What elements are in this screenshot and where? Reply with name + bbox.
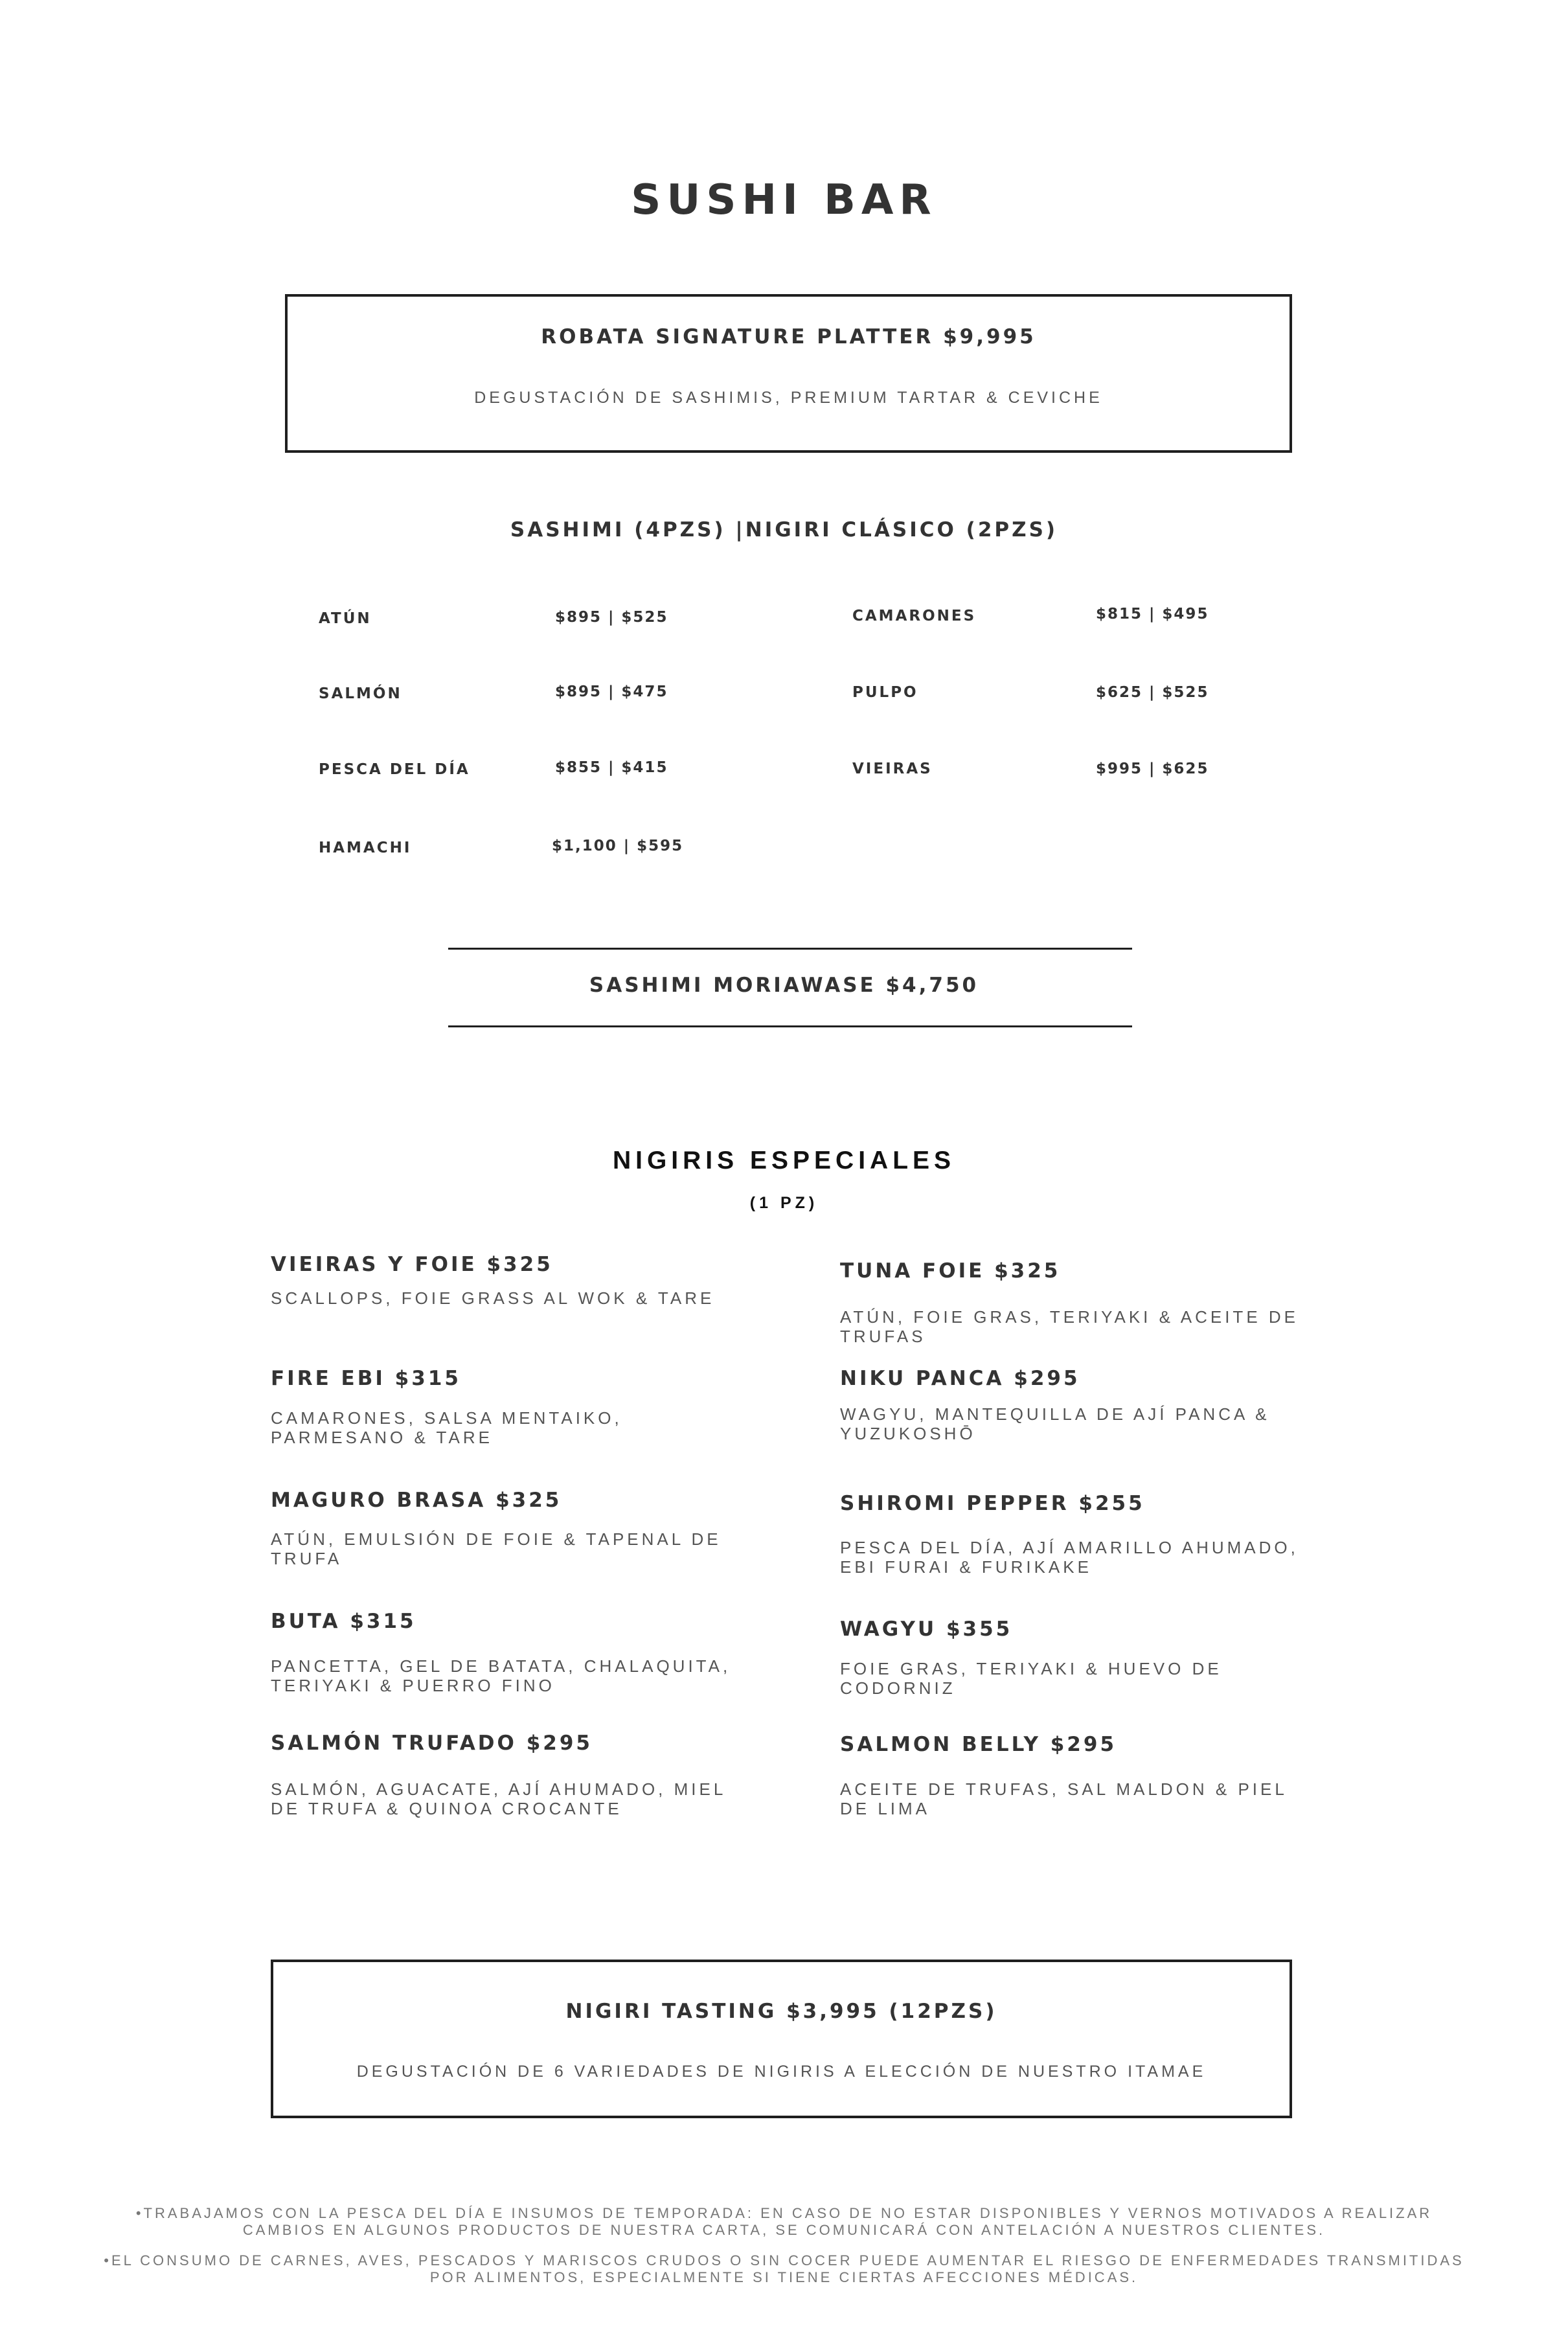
nigiri-item-desc: FOIE GRAS, TERIYAKI & HUEVO DE CODORNIZ [840, 1659, 1222, 1698]
footnote-line: CAMBIOS EN ALGUNOS PRODUCTOS DE NUESTRA CARTA, SE COMUNICARÁ CON ANTELACIÓN A NUESTROS CLIENTES. [242, 2222, 1326, 2238]
sashimi-item-name: PESCA DEL DÍA [319, 761, 470, 778]
nigiri-item-name: NIKU PANCA $295 [840, 1367, 1080, 1390]
nigiri-item-name: SALMON BELLY $295 [840, 1733, 1117, 1756]
sashimi-item-name: VIEIRAS [852, 760, 933, 777]
footnote-raw-consumption [0, 2252, 1568, 2286]
footnote-line: •TRABAJAMOS CON LA PESCA DEL DÍA E INSUMOS DE TEMPORADA: EN CASO DE NO ESTAR DISPONIBLES Y VERNOS MOTIVADOS A REALIZAR [135, 2205, 1433, 2221]
sashimi-item-name: CAMARONES [852, 608, 977, 624]
nigiri-item-desc: SCALLOPS, FOIE GRASS AL WOK & TARE [271, 1288, 715, 1308]
footnote-seasonal [0, 2205, 1568, 2239]
divider-top [448, 948, 1132, 950]
footnote-line: •EL CONSUMO DE CARNES, AVES, PESCADOS Y MARISCOS CRUDOS O SIN COCER PUEDE AUMENTAR EL RIESGO DE ENFERMEDADES TRANSMITIDAS [104, 2252, 1464, 2269]
nigiris-subheading: (1 PZ) [749, 1194, 819, 1212]
nigiri-item-name: FIRE EBI $315 [271, 1367, 461, 1390]
signature-platter-box [285, 294, 1292, 453]
sashimi-moriawase: SASHIMI MORIAWASE $4,750 [589, 974, 979, 997]
sashimi-item-price: $895 | $525 [555, 609, 668, 626]
nigiri-tasting-desc: DEGUSTACIÓN DE 6 VARIEDADES DE NIGIRIS A ELECCIÓN DE NUESTRO ITAMAE [356, 2063, 1207, 2081]
nigiris-heading: NIGIRIS ESPECIALES [612, 1147, 956, 1174]
signature-platter-desc: DEGUSTACIÓN DE SASHIMIS, PREMIUM TARTAR & CEVICHE [474, 389, 1103, 407]
nigiri-item-name: SHIROMI PEPPER $255 [840, 1492, 1145, 1515]
nigiri-item-desc: ACEITE DE TRUFAS, SAL MALDON & PIEL DE LIMA [840, 1779, 1287, 1818]
nigiri-item-name: SALMÓN TRUFADO $295 [271, 1732, 593, 1755]
sashimi-item-name: ATÚN [319, 610, 372, 627]
page-title: SUSHI BAR [631, 176, 937, 224]
sashimi-item-price: $995 | $625 [1096, 760, 1209, 777]
nigiri-item-desc: ATÚN, FOIE GRAS, TERIYAKI & ACEITE DE TRUFAS [840, 1307, 1299, 1346]
sashimi-item-price: $815 | $495 [1096, 606, 1209, 623]
signature-platter-name: ROBATA SIGNATURE PLATTER $9,995 [541, 325, 1036, 349]
nigiri-item-desc: PANCETTA, GEL DE BATATA, CHALAQUITA, TERIYAKI & PUERRO FINO [271, 1656, 731, 1695]
sashimi-item-price: $855 | $415 [555, 759, 668, 776]
nigiri-tasting-box [271, 1960, 1292, 2118]
sashimi-item-name: SALMÓN [319, 685, 402, 702]
sashimi-item-name: HAMACHI [319, 840, 412, 856]
sashimi-item-price: $895 | $475 [555, 683, 668, 700]
nigiri-tasting-name: NIGIRI TASTING $3,995 (12PZS) [565, 2000, 997, 2023]
nigiri-item-desc: CAMARONES, SALSA MENTAIKO, PARMESANO & TARE [271, 1408, 622, 1447]
sashimi-item-price: $1,100 | $595 [552, 838, 684, 854]
sashimi-heading: SASHIMI (4PZS) |NIGIRI CLÁSICO (2PZS) [510, 518, 1058, 542]
nigiri-item-name: MAGURO BRASA $325 [271, 1489, 562, 1512]
footnote-line: POR ALIMENTOS, ESPECIALMENTE SI TIENE CIERTAS AFECCIONES MÉDICAS. [429, 2269, 1139, 2285]
nigiri-item-name: BUTA $315 [271, 1610, 416, 1633]
nigiri-item-name: WAGYU $355 [840, 1618, 1013, 1641]
nigiri-item-desc: WAGYU, MANTEQUILLA DE AJÍ PANCA & YUZUKOSHŌ [840, 1404, 1270, 1443]
nigiri-item-desc: ATÚN, EMULSIÓN DE FOIE & TAPENAL DE TRUFA [271, 1529, 722, 1568]
sashimi-item-price: $625 | $525 [1096, 684, 1209, 701]
nigiri-item-desc: PESCA DEL DÍA, AJÍ AMARILLO AHUMADO, EBI FURAI & FURIKAKE [840, 1538, 1299, 1577]
divider-bottom [448, 1025, 1132, 1027]
sashimi-item-name: PULPO [852, 684, 918, 701]
nigiri-item-desc: SALMÓN, AGUACATE, AJÍ AHUMADO, MIEL DE TRUFA & QUINOA CROCANTE [271, 1779, 726, 1818]
nigiri-item-name: VIEIRAS Y FOIE $325 [271, 1253, 553, 1276]
nigiri-item-name: TUNA FOIE $325 [840, 1259, 1061, 1283]
